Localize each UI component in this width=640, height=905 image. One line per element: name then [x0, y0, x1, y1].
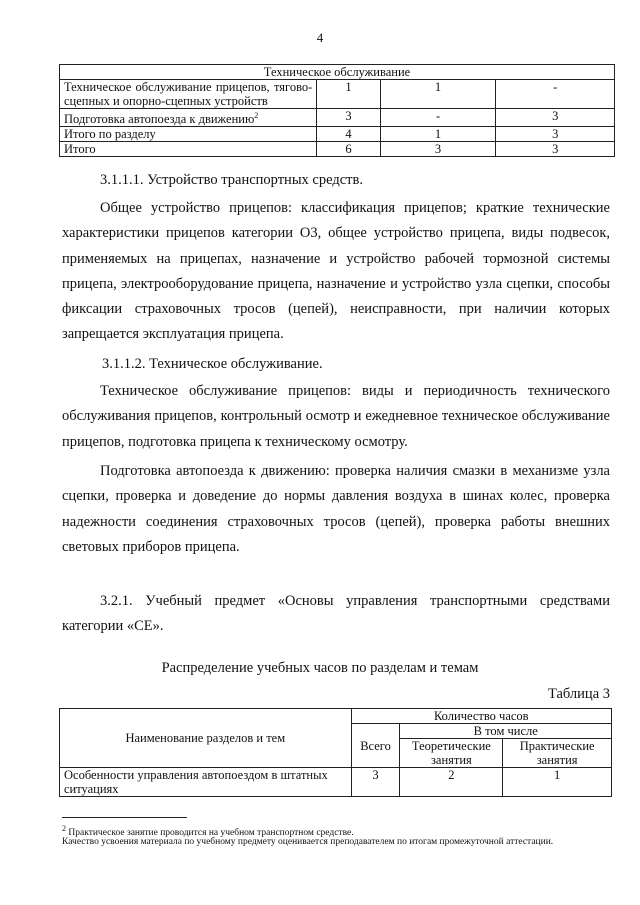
table-section-header: Техническое обслуживание	[60, 65, 615, 80]
page-number: 4	[316, 30, 324, 45]
distribution-title: Распределение учебных часов по разделам и темам	[161, 660, 479, 676]
table-row	[60, 109, 615, 127]
footnote-text: Практическое занятие проводится на учебном транспортном средстве.	[68, 828, 354, 839]
table-caption: Таблица 3	[547, 686, 610, 702]
row-total: 3	[317, 109, 380, 127]
paragraph-maintenance: Техническое обслуживание прицепов: виды и периодичность технического обслуживания прицепов, контрольный осмотр и ежедневное техническое обслуживание прицепов, подготовка прицепа к техническому осмотру.	[62, 383, 610, 450]
paragraph-road-train-preparation: Подготовка автопоезда к движению: проверка наличия смазки в механизме узла сцепки, проверка и доведение до нормы давления воздуха в шинах колес, проверка надежности соединения страховочных тросов (цепей), проверка работы внешних световых приборов прицепа.	[62, 463, 610, 555]
column-header-total: Всего	[351, 724, 400, 768]
row-total: 4	[317, 127, 380, 142]
row-name: Техническое обслуживание прицепов, тягово-сцепных и опорно-сцепных устройств	[60, 80, 317, 109]
table-row	[60, 768, 612, 797]
row-total: 3	[351, 768, 400, 797]
row-theory: 2	[400, 768, 503, 797]
row-practice: 3	[496, 142, 615, 157]
row-name-cell	[60, 109, 317, 127]
column-header-theory: Теоретические занятия	[400, 739, 503, 768]
maintenance-hours-table	[59, 64, 615, 157]
section-heading-vehicle-design: 3.1.1.1. Устройство транспортных средств.	[100, 172, 363, 188]
footnote-separator	[62, 817, 187, 818]
column-header-including: В том числе	[400, 724, 612, 739]
row-total: 6	[317, 142, 380, 157]
row-name: Подготовка автопоезда к движению	[64, 112, 255, 127]
row-name: Итого	[60, 142, 317, 157]
footnote-marker: 2	[254, 111, 259, 120]
column-header-name: Наименование разделов и тем	[60, 709, 352, 768]
row-practice: -	[496, 80, 615, 109]
row-practice: 3	[496, 127, 615, 142]
table-row	[60, 142, 615, 157]
subject-heading: 3.2.1. Учебный предмет «Основы управления транспортными средствами категории «СЕ».	[62, 593, 610, 635]
column-header-practice: Практические занятия	[503, 739, 612, 768]
column-header-hours: Количество часов	[351, 709, 611, 724]
row-practice: 1	[503, 768, 612, 797]
table-row	[60, 127, 615, 142]
section-heading-maintenance: 3.1.1.2. Техническое обслуживание.	[102, 356, 323, 372]
footnote-2: Качество усвоения материала по учебному предмету оценивается преподавателем по итогам промежуточной аттестации.	[62, 837, 554, 847]
footnote-marker: 2	[62, 824, 66, 833]
row-theory: 1	[380, 80, 496, 109]
row-theory: -	[380, 109, 496, 127]
row-name: Итого по разделу	[60, 127, 317, 142]
hours-distribution-table	[59, 708, 612, 797]
row-name: Особенности управления автопоездом в штатных ситуациях	[60, 768, 352, 797]
row-total: 1	[317, 80, 380, 109]
row-theory: 1	[380, 127, 496, 142]
row-theory: 3	[380, 142, 496, 157]
row-practice: 3	[496, 109, 615, 127]
table-row	[60, 80, 615, 109]
paragraph-trailer-design: Общее устройство прицепов: классификация прицепов; краткие технические характеристики прицепов категории О3, общее устройство прицепа, виды подвесок, применяемых на прицепах, назначение и устройство рабочей тормозной системы прицепа, электрооборудование прицепа, назначение и устройство узла сцепки, способы фиксации страховочных тросов (цепей), неисправности, при наличии которых запрещается эксплуатация прицепа.	[62, 200, 610, 343]
